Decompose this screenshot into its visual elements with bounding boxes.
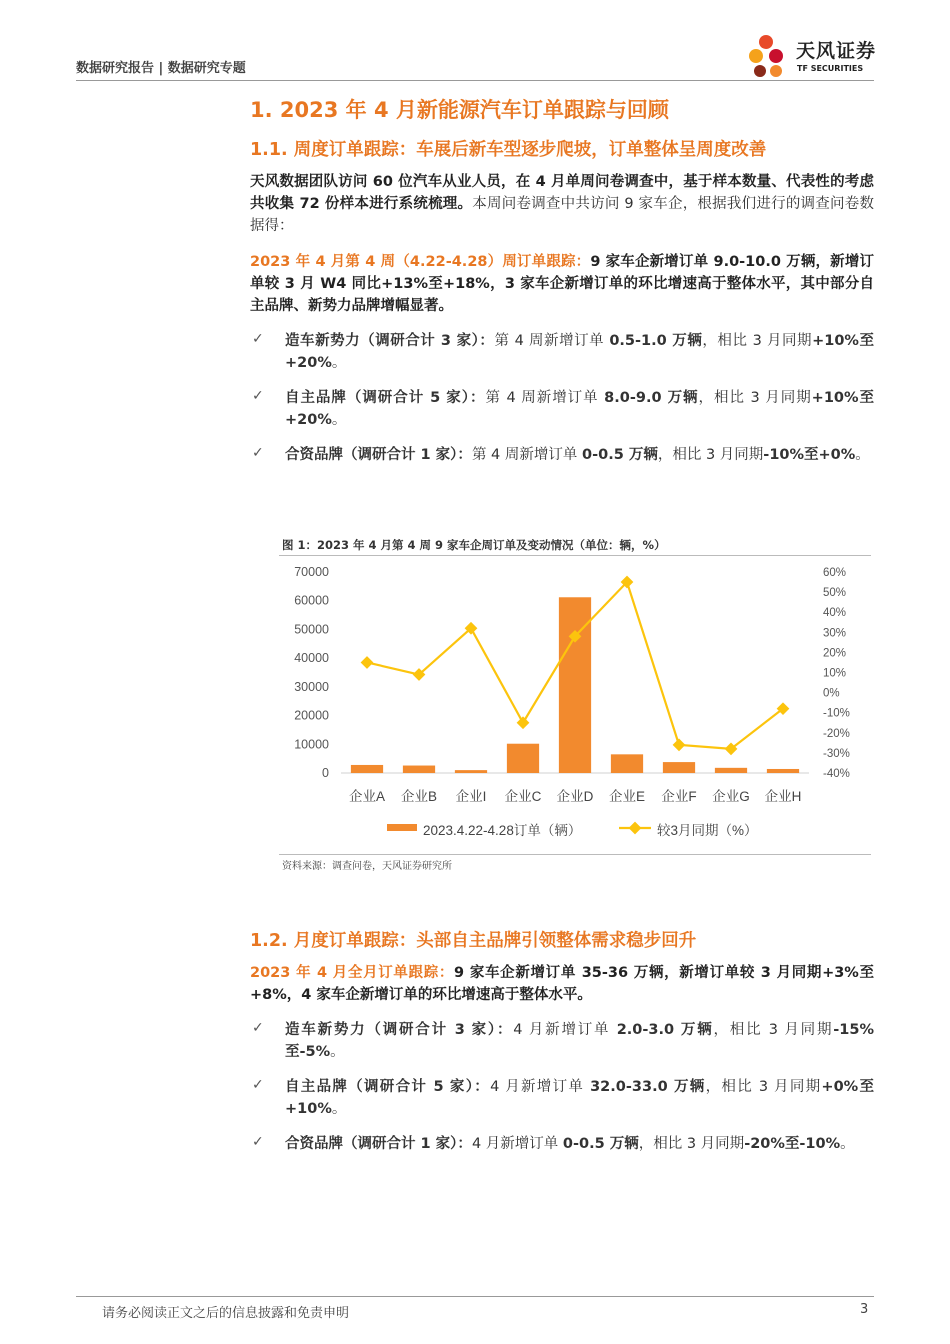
check-icon: ✓ (252, 1020, 264, 1036)
subsection-title-weekly: 1.1. 周度订单跟踪：车展后新车型逐步爬坡，订单整体呈周度改善 (250, 140, 767, 160)
bar (715, 768, 747, 773)
right-axis-tick: -30% (823, 747, 850, 760)
list-item (285, 1133, 874, 1155)
bullet-head: 自主品牌（调研合计 5 家）： (285, 1079, 491, 1095)
x-axis-tick: 企业I (455, 789, 487, 804)
legend-swatch-bar (387, 824, 417, 831)
section-title: 1. 2023 年 4 月新能源汽车订单跟踪与回顾 (250, 98, 669, 122)
bullet-end: 。 (331, 1101, 347, 1117)
right-axis-tick: 10% (823, 667, 847, 680)
bullet-value: +10%至+20% (285, 390, 874, 428)
list-item (285, 444, 874, 466)
intro-normal: 本周问卷调查中共访问 9 家车企，根据我们进行的调查问卷数据得： (250, 196, 874, 234)
bullet-head: 合资品牌（调研合计 1 家）： (285, 447, 472, 463)
check-icon: ✓ (252, 388, 264, 404)
weekly-summary-label: 2023 年 4 月第 4 周（4.22-4.28）周订单跟踪： (250, 254, 591, 270)
bullet-end: 。 (855, 447, 870, 463)
footer-disclaimer: 请务必阅读正文之后的信息披露和免责申明 (102, 1306, 350, 1321)
bullet-value: 0-0.5 万辆 (562, 1136, 639, 1152)
logo-text-cn: 天风证券 (796, 40, 877, 62)
report-category: 数据研究报告 | 数据研究专题 (76, 61, 246, 76)
bar (455, 770, 487, 773)
bar (663, 762, 695, 773)
bullet-value: +10%至+20% (285, 333, 874, 371)
check-icon: ✓ (252, 1077, 264, 1093)
bullet-head: 自主品牌（调研合计 5 家）： (285, 390, 486, 406)
left-axis-tick: 70000 (294, 565, 329, 579)
bullet-text: 第 4 周新增订单 (494, 333, 610, 349)
left-axis-tick: 50000 (294, 622, 329, 637)
check-icon: ✓ (252, 1134, 264, 1150)
list-item (285, 1019, 874, 1063)
intro-paragraph (250, 171, 874, 237)
x-axis-tick: 企业E (608, 789, 646, 804)
legend-marker (629, 822, 642, 835)
right-axis-tick: -40% (823, 768, 850, 780)
right-axis-tick: 30% (823, 627, 847, 640)
bullet-end: 。 (840, 1136, 855, 1152)
footer-divider (76, 1296, 874, 1297)
x-axis-tick: 企业D (556, 789, 594, 804)
bullet-value: +0%至+10% (285, 1079, 874, 1117)
figure-bottom-rule (279, 854, 871, 855)
bullet-value: 0-0.5 万辆 (582, 447, 658, 463)
bullet-text: ，相比 3 月同期 (702, 333, 813, 349)
bullet-head: 造车新势力（调研合计 3 家）： (285, 333, 495, 349)
bullet-text: ，相比 3 月同期 (638, 1136, 745, 1152)
bullet-head: 造车新势力（调研合计 3 家）： (285, 1022, 514, 1038)
x-axis-tick: 企业G (712, 789, 750, 804)
intro-bold: 天风数据团队访问 60 位汽车从业人员，在 4 月单周问卷调查中，基于样本数量、代表性的考虑共收集 72 份样本进行系统梳理。 (250, 174, 874, 212)
page-number: 3 (860, 1302, 869, 1317)
bullet-text: 第 4 周新增订单 (485, 390, 605, 406)
right-axis-tick: 40% (823, 607, 847, 620)
bar (767, 769, 799, 773)
x-axis-tick: 企业F (661, 789, 697, 804)
bullet-text: ，相比 3 月同期 (657, 447, 764, 463)
bullet-end: 。 (330, 1044, 345, 1060)
bullet-text: ，相比 3 月同期 (713, 1022, 834, 1038)
right-axis-tick: -20% (823, 727, 850, 740)
check-icon: ✓ (252, 331, 264, 347)
bullet-value: 0.5-1.0 万辆 (609, 333, 703, 349)
left-axis-tick: 40000 (294, 651, 329, 666)
header-divider (76, 80, 874, 81)
right-axis-tick: 60% (823, 567, 847, 579)
bullet-end: 。 (331, 355, 347, 371)
right-axis-tick: 0% (823, 687, 840, 700)
x-axis-tick: 企业C (504, 789, 542, 804)
list-item (285, 1076, 874, 1120)
bullet-value: 8.0-9.0 万辆 (604, 390, 699, 406)
line-point (361, 656, 374, 669)
bar (611, 754, 643, 773)
x-axis-tick: 企业A (348, 789, 386, 804)
figure-source: 资料来源：调查问卷，天风证券研究所 (282, 861, 452, 872)
left-axis-tick: 60000 (294, 593, 329, 608)
bullet-text: 4 月新增订单 (471, 1136, 563, 1152)
monthly-summary-text: 9 家车企新增订单 35-36 万辆，新增订单较 3 月同期+3%至+8%，4 家车企新增订单的环比增速高于整体水平。 (250, 965, 875, 1003)
left-axis-tick: 0 (322, 766, 329, 780)
left-axis-tick: 20000 (294, 708, 329, 723)
x-axis-tick: 企业B (400, 789, 438, 804)
legend-label: 2023.4.22-4.28订单（辆） (423, 823, 582, 838)
bullet-text: 4 月新增订单 (513, 1022, 617, 1038)
list-item (285, 330, 874, 374)
bullet-text: ，相比 3 月同期 (705, 1079, 822, 1095)
bullet-text: 第 4 周新增订单 (471, 447, 582, 463)
line-point (673, 738, 686, 751)
right-axis-tick: -10% (823, 707, 850, 720)
figure-title: 图 1：2023 年 4 月第 4 周 9 家车企周订单及变动情况（单位：辆，%） (282, 538, 666, 552)
bullet-value: 32.0-33.0 万辆 (590, 1079, 706, 1095)
monthly-summary (250, 962, 874, 1006)
right-axis-tick: 50% (823, 587, 847, 600)
bullet-value: -20%至-10% (744, 1136, 841, 1152)
legend-label: 较3月同期（%） (657, 823, 758, 838)
bullet-value: -10%至+0% (763, 447, 856, 463)
bullet-text: 4 月新增订单 (490, 1079, 591, 1095)
check-icon: ✓ (252, 445, 264, 461)
bullet-value: -15%至-5% (285, 1022, 874, 1060)
bar (351, 765, 383, 773)
bullet-end: 。 (331, 412, 347, 428)
logo-text-en: TF SECURITIES (797, 64, 864, 73)
left-axis-tick: 30000 (294, 679, 329, 694)
list-item (285, 387, 874, 431)
figure-top-rule (279, 555, 871, 556)
bar (507, 744, 539, 773)
subsection-title-monthly: 1.2. 月度订单跟踪：头部自主品牌引领整体需求稳步回升 (250, 931, 697, 951)
line-point (517, 716, 530, 729)
right-axis-tick: 20% (823, 647, 847, 660)
orders-combo-chart (279, 558, 871, 852)
bullet-text: ，相比 3 月同期 (698, 390, 812, 406)
bar (403, 766, 435, 773)
left-axis-tick: 10000 (294, 737, 329, 752)
x-axis-tick: 企业H (764, 789, 802, 804)
monthly-summary-label: 2023 年 4 月全月订单跟踪： (250, 965, 455, 981)
weekly-summary-text: 9 家车企新增订单 9.0-10.0 万辆，新增订单较 3 月 W4 同比+13%至+18%，3 家车企新增订单的环比增速高于整体水平，其中部分自主品牌、新势力品牌增幅显著。 (250, 254, 874, 314)
bullet-value: 2.0-3.0 万辆 (616, 1022, 714, 1038)
bullet-head: 合资品牌（调研合计 1 家）： (285, 1136, 472, 1152)
weekly-summary (250, 251, 874, 317)
